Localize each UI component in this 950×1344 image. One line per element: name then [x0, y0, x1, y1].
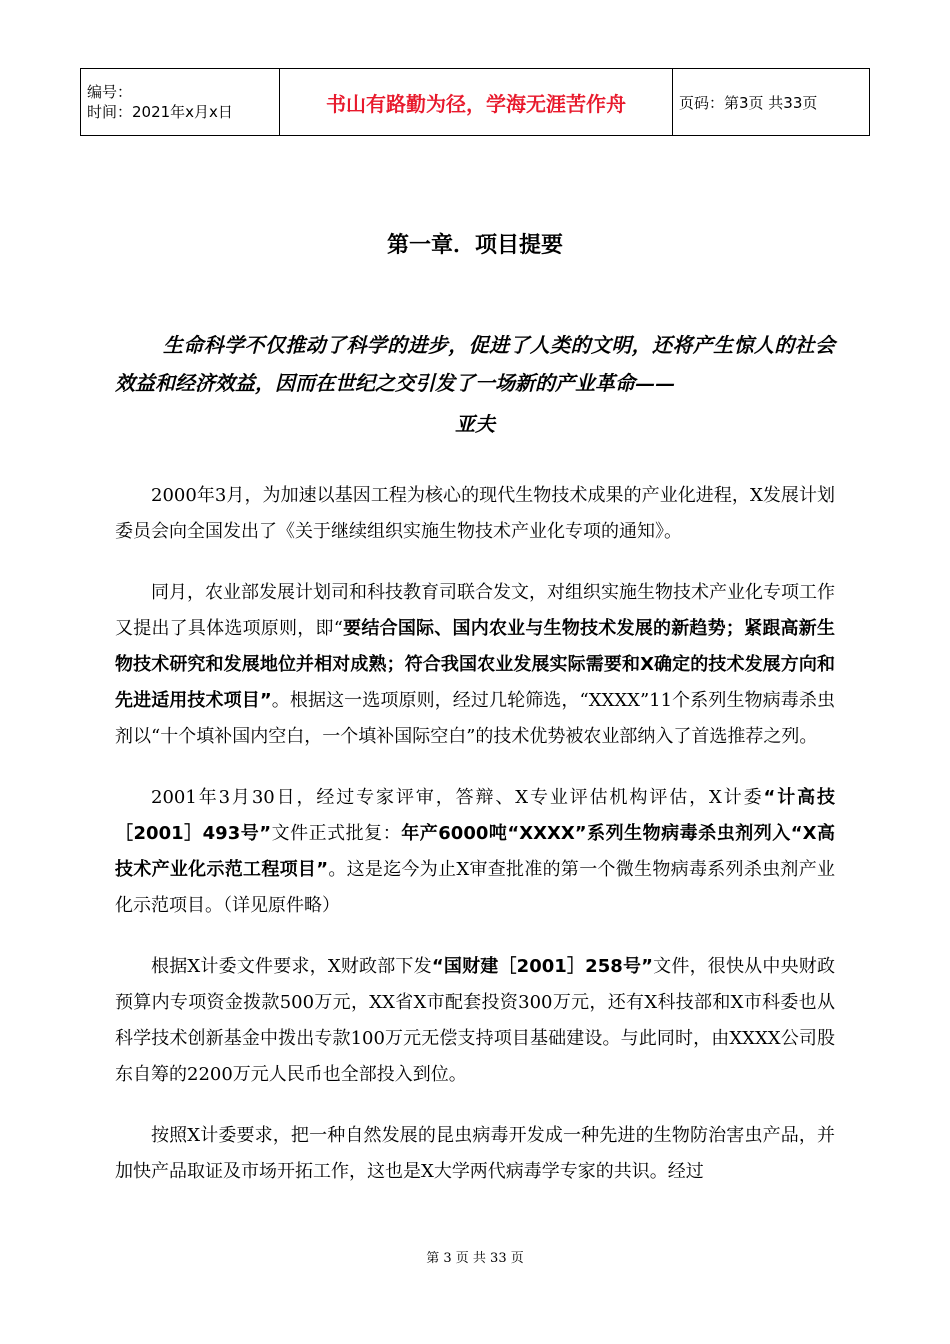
chapter-title: 第一章．项目提要	[386, 233, 563, 258]
paragraph-4-text-a: 根据X计委文件要求，X财政部下发	[151, 956, 432, 977]
document-body	[115, 478, 835, 1215]
paragraph-3-emphasis: 年产6000吨“XXXX”系列生物病毒杀虫剂列入“X高技术产业化示范工程项目”	[115, 823, 835, 880]
paragraph-3-text-c: 文件正式批复：	[271, 823, 402, 844]
document-number-label: 编号：	[87, 83, 133, 101]
document-date-label: 时间：2021年x月x日	[87, 103, 233, 121]
page-header	[80, 68, 870, 136]
paragraph-3-text-a: 2001年3月30日，经过专家评审，答辩、X专业评估机构评估，X计委	[151, 787, 764, 808]
paragraph-5: 按照X计委要求，把一种自然发展的昆虫病毒开发成一种先进的生物防治害虫产品，并加快产品取证及市场开拓工作，这也是X大学两代病毒学专家的共识。经过	[115, 1125, 835, 1182]
paragraph-4	[115, 949, 835, 1093]
paragraph-3	[115, 780, 835, 924]
paragraph-2-emphasis: 要结合国际、国内农业与生物技术发展的新趋势；紧跟高新生物技术研究和发展地位并相对成熟；符合我国农业发展实际需要和X确定的技术发展方向和先进适用技术项目”	[115, 618, 836, 711]
paragraph-1: 2000年3月，为加速以基因工程为核心的现代生物技术成果的产业化进程，X发展计划委员会向全国发出了《关于继续组织实施生物技术产业化专项的通知》。	[115, 485, 835, 542]
epigraph-quote: 生命科学不仅推动了科学的进步，促进了人类的文明，还将产生惊人的社会效益和经济效益，因而在世纪之交引发了一场新的产业革命——	[115, 333, 835, 395]
paragraph-2	[115, 575, 835, 755]
paragraph-3-text-e: 。这是迄今为止X审查批准的第一个微生物病毒系列杀虫剂产业化示范项目。（详见原件略）	[115, 859, 835, 916]
paragraph-2-text-a: 同月，农业部发展计划司和科技教育司联合发文，对组织实施生物技术产业化专项工作又提出了具体选项原则，即“	[115, 582, 835, 639]
page-footer: 第 3 页 共 33 页	[426, 1251, 524, 1266]
header-page-info: 页码：第3页 共33页	[673, 69, 870, 136]
header-motto: 书山有路勤为径，学海无涯苦作舟	[280, 69, 673, 136]
paragraph-4-text-c: 文件，很快从中央财政预算内专项资金拨款500万元，XX省X市配套投资300万元，还有X科技部和X市科委也从科学技术创新基金中拨出专款100万元无偿支持项目基础建设。与此同时，由XXXX公司股东自筹的2200万元人民币也全部投入到位。	[115, 956, 835, 1085]
paragraph-2-text-c: 。根据这一选项原则，经过几轮筛选，“XXXX”11个系列生物病毒杀虫剂以“十个填补国内空白，一个填补国际空白”的技术优势被农业部纳入了首选推荐之列。	[115, 690, 835, 747]
paragraph-3-doc-ref: “计高技［2001］493号”	[115, 787, 835, 844]
paragraph-4-doc-ref: “国财建［2001］258号”	[431, 956, 653, 977]
epigraph-author: 亚夫	[455, 412, 495, 436]
header-meta-cell	[81, 69, 280, 136]
